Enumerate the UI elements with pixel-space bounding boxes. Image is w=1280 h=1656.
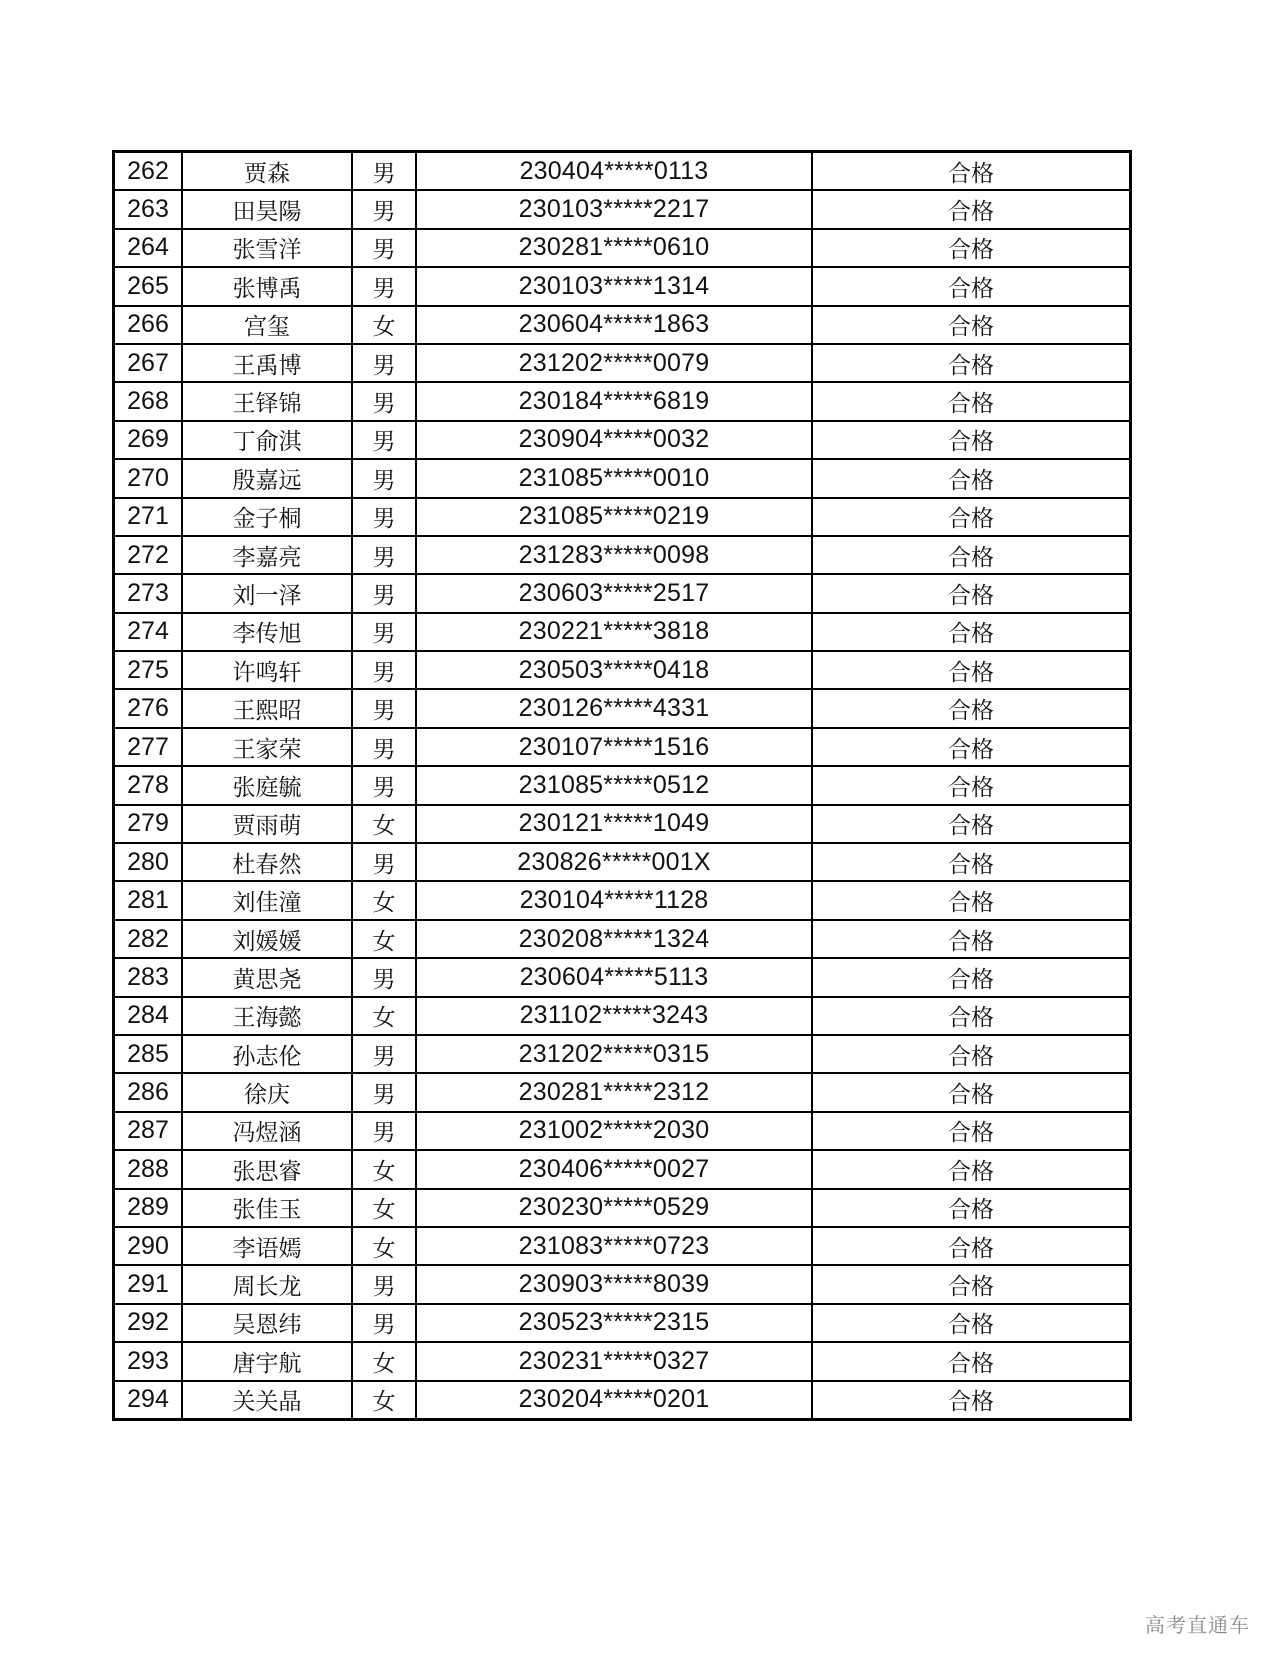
result-status: 合格 (812, 728, 1131, 766)
candidate-gender: 男 (352, 1035, 416, 1073)
candidate-name: 杜春然 (182, 843, 352, 881)
row-number: 288 (114, 1150, 183, 1188)
row-number: 291 (114, 1265, 183, 1303)
candidate-gender: 女 (352, 881, 416, 919)
row-number: 264 (114, 229, 183, 267)
result-status: 合格 (812, 805, 1131, 843)
candidate-id-number: 230208*****1324 (416, 920, 812, 958)
watermark-label: 高考直通车 (1145, 1613, 1250, 1637)
table-row (114, 997, 1131, 1035)
candidate-name: 贾雨萌 (182, 805, 352, 843)
result-status: 合格 (812, 536, 1131, 574)
candidate-gender: 男 (352, 229, 416, 267)
candidate-id-number: 230903*****8039 (416, 1265, 812, 1303)
candidate-id-number: 230281*****2312 (416, 1073, 812, 1111)
candidate-name: 李传旭 (182, 613, 352, 651)
candidate-name: 刘媛媛 (182, 920, 352, 958)
candidate-id-number: 230103*****2217 (416, 190, 812, 228)
candidate-id-number: 231202*****0315 (416, 1035, 812, 1073)
result-status: 合格 (812, 421, 1131, 459)
row-number: 278 (114, 766, 183, 804)
table-row (114, 920, 1131, 958)
roster-table (112, 150, 1132, 1421)
candidate-id-number: 230103*****1314 (416, 267, 812, 305)
table-row (114, 382, 1131, 420)
candidate-id-number: 230503*****0418 (416, 651, 812, 689)
result-status: 合格 (812, 267, 1131, 305)
candidate-gender: 女 (352, 1189, 416, 1227)
candidate-gender: 男 (352, 766, 416, 804)
table-row (114, 421, 1131, 459)
candidate-gender: 男 (352, 152, 416, 191)
candidate-id-number: 230221*****3818 (416, 613, 812, 651)
result-status: 合格 (812, 306, 1131, 344)
candidate-name: 刘佳潼 (182, 881, 352, 919)
document-page (112, 150, 1132, 1421)
result-status: 合格 (812, 766, 1131, 804)
candidate-id-number: 230904*****0032 (416, 421, 812, 459)
candidate-gender: 男 (352, 382, 416, 420)
table-row (114, 651, 1131, 689)
row-number: 294 (114, 1381, 183, 1420)
candidate-name: 贾森 (182, 152, 352, 191)
candidate-id-number: 231283*****0098 (416, 536, 812, 574)
table-row (114, 536, 1131, 574)
candidate-name: 黄思尧 (182, 958, 352, 996)
candidate-name: 王禹博 (182, 344, 352, 382)
candidate-id-number: 230204*****0201 (416, 1381, 812, 1420)
row-number: 269 (114, 421, 183, 459)
candidate-id-number: 230281*****0610 (416, 229, 812, 267)
result-status: 合格 (812, 229, 1131, 267)
candidate-gender: 男 (352, 574, 416, 612)
candidate-gender: 男 (352, 267, 416, 305)
table-row (114, 498, 1131, 536)
row-number: 292 (114, 1304, 183, 1342)
candidate-name: 张佳玉 (182, 1189, 352, 1227)
candidate-name: 刘一泽 (182, 574, 352, 612)
table-row (114, 1304, 1131, 1342)
row-number: 274 (114, 613, 183, 651)
candidate-id-number: 230107*****1516 (416, 728, 812, 766)
candidate-name: 李语嫣 (182, 1227, 352, 1265)
roster-table-body (114, 152, 1131, 1420)
candidate-name: 李嘉亮 (182, 536, 352, 574)
result-status: 合格 (812, 958, 1131, 996)
candidate-name: 王海懿 (182, 997, 352, 1035)
row-number: 263 (114, 190, 183, 228)
row-number: 277 (114, 728, 183, 766)
table-row (114, 958, 1131, 996)
result-status: 合格 (812, 1381, 1131, 1420)
result-status: 合格 (812, 1189, 1131, 1227)
row-number: 273 (114, 574, 183, 612)
candidate-gender: 男 (352, 1304, 416, 1342)
result-status: 合格 (812, 881, 1131, 919)
row-number: 270 (114, 459, 183, 497)
candidate-id-number: 230604*****1863 (416, 306, 812, 344)
result-status: 合格 (812, 1227, 1131, 1265)
candidate-name: 唐宇航 (182, 1342, 352, 1380)
row-number: 281 (114, 881, 183, 919)
table-row (114, 1381, 1131, 1420)
candidate-gender: 男 (352, 498, 416, 536)
result-status: 合格 (812, 1150, 1131, 1188)
table-row (114, 1342, 1131, 1380)
candidate-name: 张思睿 (182, 1150, 352, 1188)
result-status: 合格 (812, 152, 1131, 191)
table-row (114, 459, 1131, 497)
row-number: 280 (114, 843, 183, 881)
candidate-name: 金子桐 (182, 498, 352, 536)
table-row (114, 1189, 1131, 1227)
candidate-id-number: 230104*****1128 (416, 881, 812, 919)
candidate-gender: 女 (352, 997, 416, 1035)
candidate-id-number: 230404*****0113 (416, 152, 812, 191)
table-row (114, 344, 1131, 382)
candidate-id-number: 230184*****6819 (416, 382, 812, 420)
row-number: 266 (114, 306, 183, 344)
candidate-gender: 男 (352, 613, 416, 651)
candidate-gender: 男 (352, 651, 416, 689)
result-status: 合格 (812, 613, 1131, 651)
row-number: 265 (114, 267, 183, 305)
candidate-name: 张博禹 (182, 267, 352, 305)
candidate-gender: 男 (352, 536, 416, 574)
candidate-name: 王铎锦 (182, 382, 352, 420)
row-number: 279 (114, 805, 183, 843)
row-number: 275 (114, 651, 183, 689)
candidate-name: 徐庆 (182, 1073, 352, 1111)
row-number: 262 (114, 152, 183, 191)
row-number: 290 (114, 1227, 183, 1265)
candidate-name: 张雪洋 (182, 229, 352, 267)
candidate-name: 冯煜涵 (182, 1112, 352, 1150)
table-row (114, 728, 1131, 766)
table-row (114, 881, 1131, 919)
table-row (114, 152, 1131, 191)
table-row (114, 613, 1131, 651)
table-row (114, 805, 1131, 843)
result-status: 合格 (812, 344, 1131, 382)
candidate-id-number: 231085*****0512 (416, 766, 812, 804)
candidate-id-number: 231083*****0723 (416, 1227, 812, 1265)
candidate-id-number: 230603*****2517 (416, 574, 812, 612)
candidate-name: 孙志伦 (182, 1035, 352, 1073)
table-row (114, 306, 1131, 344)
candidate-id-number: 230230*****0529 (416, 1189, 812, 1227)
table-row (114, 1035, 1131, 1073)
candidate-gender: 男 (352, 421, 416, 459)
result-status: 合格 (812, 1112, 1131, 1150)
row-number: 289 (114, 1189, 183, 1227)
candidate-gender: 男 (352, 728, 416, 766)
result-status: 合格 (812, 1342, 1131, 1380)
candidate-name: 王熙昭 (182, 689, 352, 727)
candidate-gender: 男 (352, 190, 416, 228)
table-row (114, 1150, 1131, 1188)
candidate-gender: 女 (352, 1227, 416, 1265)
candidate-id-number: 230406*****0027 (416, 1150, 812, 1188)
result-status: 合格 (812, 498, 1131, 536)
result-status: 合格 (812, 574, 1131, 612)
table-row (114, 190, 1131, 228)
candidate-name: 殷嘉远 (182, 459, 352, 497)
result-status: 合格 (812, 920, 1131, 958)
row-number: 268 (114, 382, 183, 420)
candidate-id-number: 230826*****001X (416, 843, 812, 881)
table-row (114, 229, 1131, 267)
candidate-name: 周长龙 (182, 1265, 352, 1303)
candidate-gender: 女 (352, 920, 416, 958)
candidate-gender: 男 (352, 459, 416, 497)
result-status: 合格 (812, 651, 1131, 689)
row-number: 283 (114, 958, 183, 996)
result-status: 合格 (812, 1073, 1131, 1111)
row-number: 271 (114, 498, 183, 536)
candidate-id-number: 231085*****0010 (416, 459, 812, 497)
candidate-gender: 男 (352, 1073, 416, 1111)
candidate-id-number: 230231*****0327 (416, 1342, 812, 1380)
row-number: 293 (114, 1342, 183, 1380)
table-row (114, 766, 1131, 804)
candidate-name: 宫玺 (182, 306, 352, 344)
candidate-name: 许鸣轩 (182, 651, 352, 689)
row-number: 272 (114, 536, 183, 574)
candidate-gender: 女 (352, 805, 416, 843)
result-status: 合格 (812, 1304, 1131, 1342)
table-row (114, 1112, 1131, 1150)
candidate-name: 丁俞淇 (182, 421, 352, 459)
candidate-gender: 男 (352, 689, 416, 727)
row-number: 267 (114, 344, 183, 382)
candidate-gender: 男 (352, 843, 416, 881)
table-row (114, 689, 1131, 727)
candidate-id-number: 231002*****2030 (416, 1112, 812, 1150)
result-status: 合格 (812, 1265, 1131, 1303)
result-status: 合格 (812, 997, 1131, 1035)
table-row (114, 1227, 1131, 1265)
candidate-gender: 女 (352, 306, 416, 344)
candidate-gender: 女 (352, 1381, 416, 1420)
candidate-id-number: 230523*****2315 (416, 1304, 812, 1342)
candidate-gender: 男 (352, 1112, 416, 1150)
candidate-name: 张庭毓 (182, 766, 352, 804)
candidate-name: 吴恩纬 (182, 1304, 352, 1342)
candidate-gender: 女 (352, 1342, 416, 1380)
result-status: 合格 (812, 190, 1131, 228)
row-number: 285 (114, 1035, 183, 1073)
table-row (114, 843, 1131, 881)
candidate-gender: 女 (352, 1150, 416, 1188)
table-row (114, 1265, 1131, 1303)
result-status: 合格 (812, 382, 1131, 420)
table-row (114, 1073, 1131, 1111)
result-status: 合格 (812, 1035, 1131, 1073)
candidate-gender: 男 (352, 344, 416, 382)
candidate-name: 关关晶 (182, 1381, 352, 1420)
table-row (114, 574, 1131, 612)
table-row (114, 267, 1131, 305)
candidate-id-number: 230604*****5113 (416, 958, 812, 996)
candidate-name: 田昊陽 (182, 190, 352, 228)
result-status: 合格 (812, 459, 1131, 497)
result-status: 合格 (812, 689, 1131, 727)
candidate-gender: 男 (352, 958, 416, 996)
result-status: 合格 (812, 843, 1131, 881)
candidate-id-number: 231202*****0079 (416, 344, 812, 382)
candidate-id-number: 231102*****3243 (416, 997, 812, 1035)
row-number: 282 (114, 920, 183, 958)
candidate-id-number: 231085*****0219 (416, 498, 812, 536)
candidate-gender: 男 (352, 1265, 416, 1303)
row-number: 286 (114, 1073, 183, 1111)
row-number: 276 (114, 689, 183, 727)
candidate-id-number: 230121*****1049 (416, 805, 812, 843)
candidate-id-number: 230126*****4331 (416, 689, 812, 727)
row-number: 287 (114, 1112, 183, 1150)
candidate-name: 王家荣 (182, 728, 352, 766)
row-number: 284 (114, 997, 183, 1035)
